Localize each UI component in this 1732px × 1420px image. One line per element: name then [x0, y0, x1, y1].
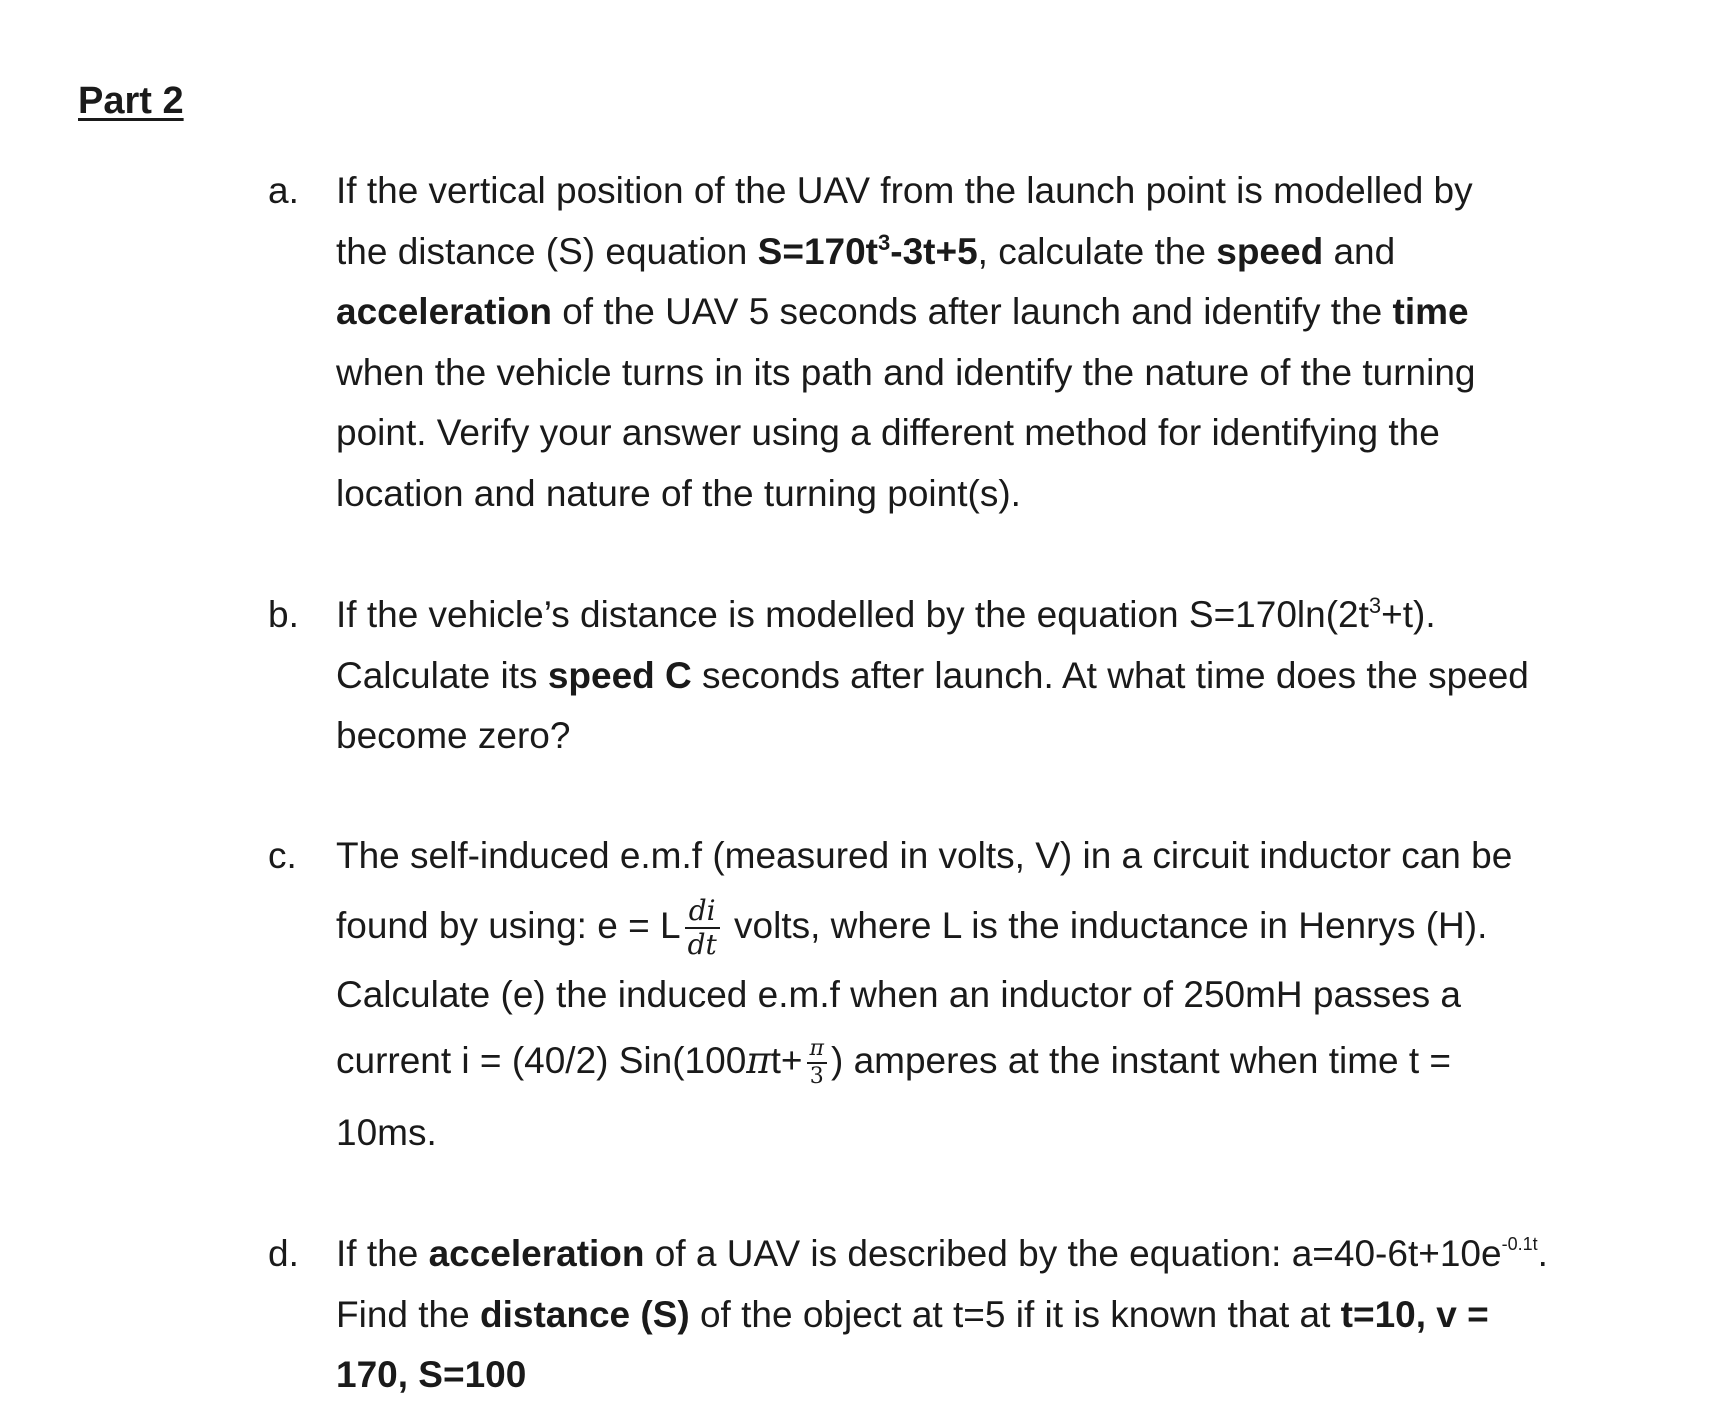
question-letter: b.	[268, 594, 299, 635]
question-body	[336, 1224, 1708, 1406]
derivative-fraction: $\frac{di}{dt}$	[685, 897, 720, 959]
question-line: point. Verify your answer using a different method for identifying the	[336, 412, 1440, 453]
question-line: current i = (40/2) Sin(100πt+ $\frac{\pi}{3}$ ) amperes at the instant when time t =	[336, 1036, 1452, 1090]
question-letter: a.	[268, 170, 299, 211]
question-line: found by using: e = L $\frac{di}{dt}$ volts, where L is the inductance in Henrys (H).	[336, 893, 1488, 961]
question-line: Find the distance (S) of the object at t=5 if it is known that at t=10, v =	[336, 1293, 1489, 1335]
question-body	[336, 826, 1708, 1169]
question-line: If the vertical position of the UAV from the launch point is modelled by	[336, 170, 1473, 211]
question-line: If the vehicle’s distance is modelled by the equation $S=170\ln(2t^3+t)$.	[336, 593, 1436, 635]
question-line: the distance (S) equation $S=170t^3-3t+5$, calculate the speed and	[336, 229, 1396, 272]
question-line: become zero?	[336, 715, 571, 756]
question-line: 170, S=100	[336, 1354, 527, 1395]
question-line: Calculate its speed C seconds after launch. At what time does the speed	[336, 654, 1529, 696]
question-body	[336, 161, 1708, 524]
question-line: If the acceleration of a UAV is described by the equation: $a=40-6t+10e^{-0.1t}$.	[336, 1233, 1548, 1274]
question-letter: c.	[268, 835, 297, 876]
question-d	[268, 1224, 1708, 1406]
equation: $S=170t^3-3t+5$	[757, 229, 978, 272]
question-line: The self-induced e.m.f (measured in volts, V) in a circuit inductor can be	[336, 835, 1513, 876]
part-heading: Part 2	[78, 80, 184, 122]
question-line: 10ms.	[336, 1112, 437, 1153]
pi-over-three-fraction: $\frac{\pi}{3}$	[807, 1038, 827, 1088]
question-line: acceleration of the UAV 5 seconds after launch and identify the time	[336, 291, 1469, 332]
question-line: location and nature of the turning point(s).	[336, 472, 1021, 514]
question-letter: d.	[268, 1233, 299, 1274]
question-b	[268, 585, 1708, 767]
question-line: when the vehicle turns in its path and identify the nature of the turning	[336, 351, 1476, 393]
question-c	[268, 826, 1708, 1169]
question-line: Calculate (e) the induced e.m.f when an inductor of 250mH passes a	[336, 973, 1462, 1015]
question-body	[336, 585, 1708, 767]
question-a	[268, 161, 1708, 524]
